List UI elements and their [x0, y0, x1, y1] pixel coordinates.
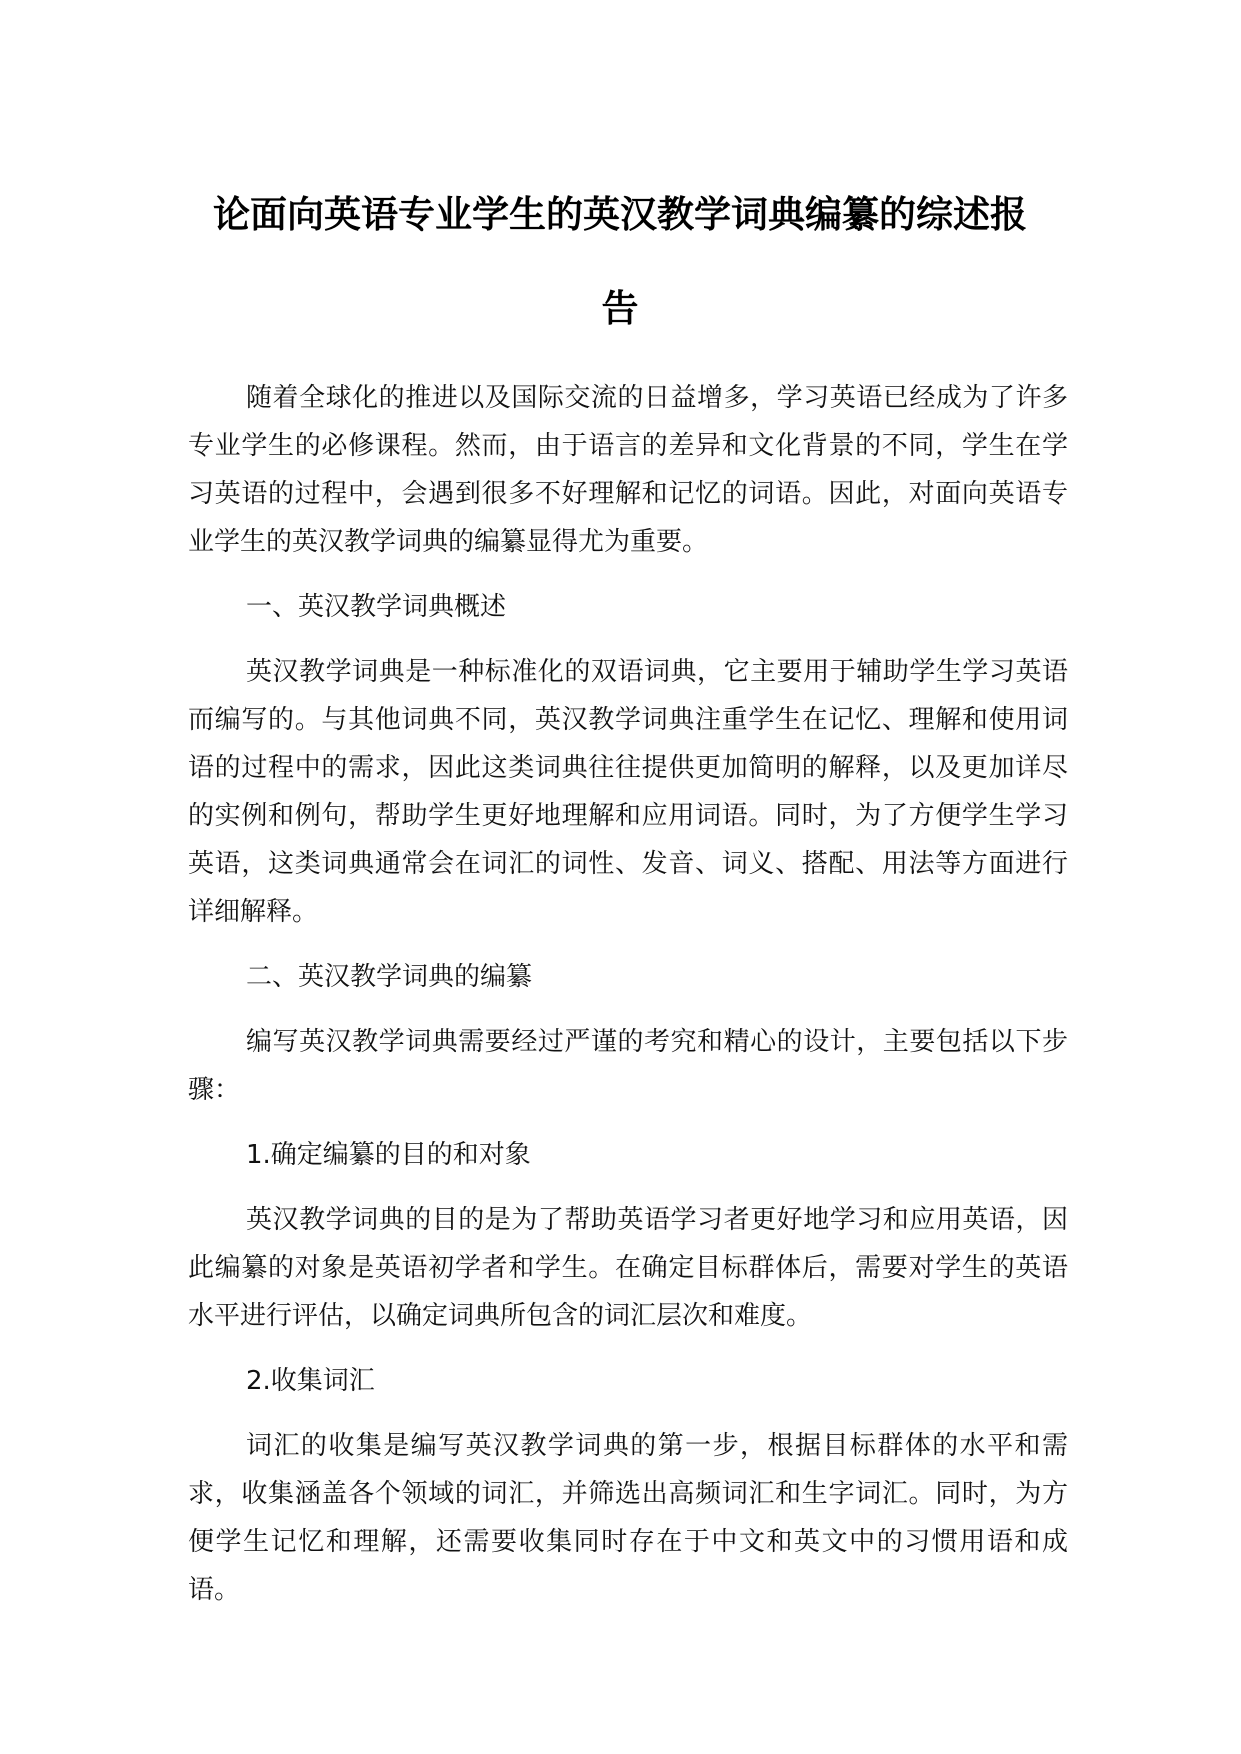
- step-heading-1: 1.确定编纂的目的和对象: [246, 1140, 531, 1170]
- paragraph-step-1: 英汉教学词典的目的是为了帮助英语学习者更好地学习和应用英语，因此编纂的对象是英语初学者和学生。在确定目标群体后，需要对学生的英语水平进行评估，以确定词典所包含的词汇层次和难度。: [188, 1205, 1068, 1331]
- paragraph-steps-intro: 编写英汉教学词典需要经过严谨的考究和精心的设计，主要包括以下步骤：: [188, 1027, 1068, 1105]
- document-body: [188, 374, 1068, 1631]
- section-heading-2: 二、英汉教学词典的编纂: [246, 962, 533, 992]
- step-heading-2: 2.收集词汇: [246, 1366, 375, 1396]
- document-title: 论面向英语专业学生的英汉教学词典编纂的综述报告: [213, 193, 1027, 330]
- paragraph-intro: 随着全球化的推进以及国际交流的日益增多，学习英语已经成为了许多专业学生的必修课程。然而，由于语言的差异和文化背景的不同，学生在学习英语的过程中，会遇到很多不好理解和记忆的词语。因此，对面向英语专业学生的英汉教学词典的编纂显得尤为重要。: [188, 383, 1068, 557]
- paragraph-overview: 英汉教学词典是一种标准化的双语词典，它主要用于辅助学生学习英语而编写的。与其他词典不同，英汉教学词典注重学生在记忆、理解和使用词语的过程中的需求，因此这类词典往往提供更加简明的解释，以及更加详尽的实例和例句，帮助学生更好地理解和应用词语。同时，为了方便学生学习英语，这类词典通常会在词汇的词性、发音、词义、搭配、用法等方面进行详细解释。: [188, 657, 1068, 927]
- section-heading-1: 一、英汉教学词典概述: [246, 592, 507, 622]
- paragraph-step-2: 词汇的收集是编写英汉教学词典的第一步，根据目标群体的水平和需求，收集涵盖各个领域的词汇，并筛选出高频词汇和生字词汇。同时，为方便学生记忆和理解，还需要收集同时存在于中文和英文中的习惯用语和成语。: [188, 1431, 1068, 1605]
